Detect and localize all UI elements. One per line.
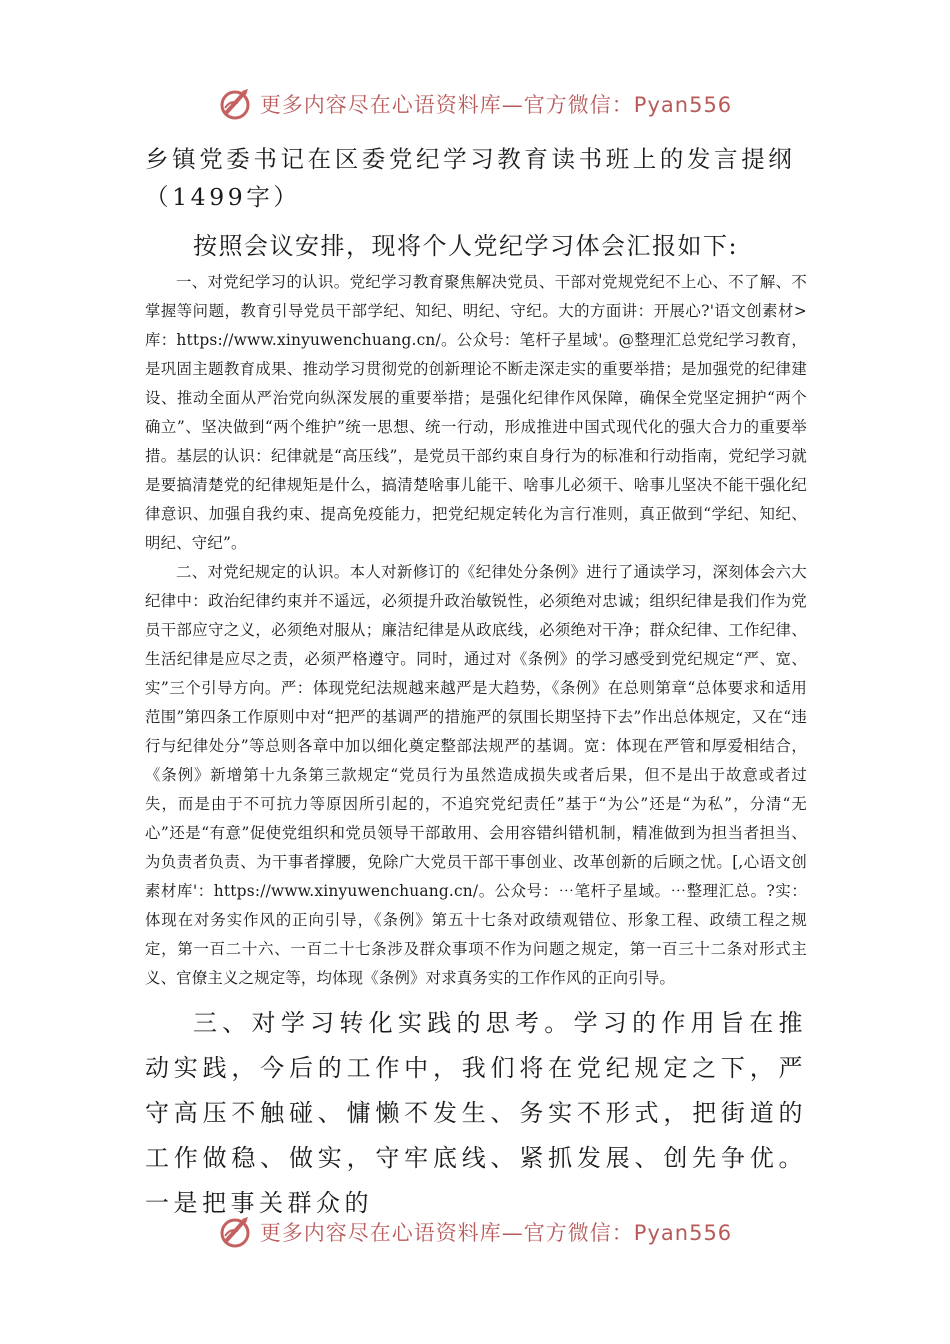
footer-watermark-banner bbox=[0, 1212, 950, 1252]
paragraph-2: 二、对党纪规定的认识。本人对新修订的《纪律处分条例》进行了通读学习，深刻体会六大纪律中：政治纪律约束并不遥远，必须提升政治敏锐性，必须绝对忠诚；组织纪律是我们作为党员干部应守之义，必须绝对服从；廉洁纪律是从政底线，必须绝对干净；群众纪律、工作纪律、生活纪律是应尽之责，必须严格遵守。同时，通过对《条例》的学习感受到党纪规定“严、宽、实”三个引导方向。严：体现党纪法规越来越严是大趋势，《条例》在总则第章“总体要求和适用范围”第四条工作原则中对“把严的基调严的措施严的氛围长期坚持下去”作出总体规定，又在“违行与纪律处分”等总则各章中加以细化奠定整部法规严的基调。宽：体现在严管和厚爱相结合，《条例》新增第十九条第三款规定“党员行为虽然造成损失或者后果，但不是出于故意或者过失，而是由于不可抗力等原因所引起的，不追究党纪责任”基于“为公”还是“为私”，分清“无心”还是“有意”促使党组织和党员领导干部敢用、会用容错纠错机制，精准做到为担当者担当、为负责者负责、为干事者撑腰，免除广大党员干部干事创业、改革创新的后顾之忧。[,心语文创素材库'：https://www.xinyuwenchuang.cn/。公众号：⋯笔杆子星域。⋯整理汇总。?实：体现在对务实作风的正向引导，《条例》第五十七条对政绩观错位、形象工程、政绩工程之规定，第一百二十六、一百二十七条涉及群众事项不作为问题之规定，第一百三十二条对形式主义、官僚主义之规定等，均体现《条例》对求真务实的工作作风的正向引导。 bbox=[145, 563, 807, 987]
header-watermark-banner bbox=[0, 84, 950, 124]
watermark-text: 更多内容尽在心语资料库—官方微信：Pyan556 bbox=[259, 1221, 733, 1245]
document-subheading: 按照会议安排，现将个人党纪学习体会汇报如下: bbox=[193, 232, 739, 260]
watermark-text: 更多内容尽在心语资料库—官方微信：Pyan556 bbox=[259, 93, 733, 117]
paragraph-1: 一、对党纪学习的认识。党纪学习教育聚焦解决党员、干部对党规党纪不上心、不了解、不掌握等问题，教育引导党员干部学纪、知纪、明纪、守纪。大的方面讲：开展心?'语文创素材>库：https://www.xinyuwenchuang.cn/。公众号：笔杆子星域'。@整理汇总党纪学习教育，是巩固主题教育成果、推动学习贯彻党的创新理论不断走深走实的重要举措；是加强党的纪律建设、推动全面从严治党向纵深发展的重要举措；是强化纪律作风保障，确保全党坚定拥护“两个确立”、坚决做到“两个维护”统一思想、统一行动，形成推进中国式现代化的强大合力的重要举措。基层的认识：纪律就是“高压线”，是党员干部约束自身行为的标准和行动指南，党纪学习就是要搞清楚党的纪律规矩是什么，搞清楚啥事儿能干、啥事儿必须干、啥事儿坚决不能干强化纪律意识、加强自我约束、提高免疫能力，把党纪规定转化为言行准则，真正做到“学纪、知纪、明纪、守纪”。 bbox=[145, 273, 807, 552]
document-title: 乡镇党委书记在区委党纪学习教育读书班上的发言提纲（1499字） bbox=[145, 145, 796, 211]
paragraph-3: 三、对学习转化实践的思考。学习的作用旨在推动实践，今后的工作中，我们将在党纪规定之下，严守高压不触碰、慵懒不发生、务实不形式，把街道的工作做稳、做实，守牢底线、紧抓发展、创先争优。一是把事关群众的 bbox=[145, 1009, 807, 1217]
document-body bbox=[145, 140, 807, 1226]
pen-swirl-logo-icon bbox=[218, 1214, 254, 1250]
pen-swirl-logo-icon bbox=[218, 86, 254, 122]
